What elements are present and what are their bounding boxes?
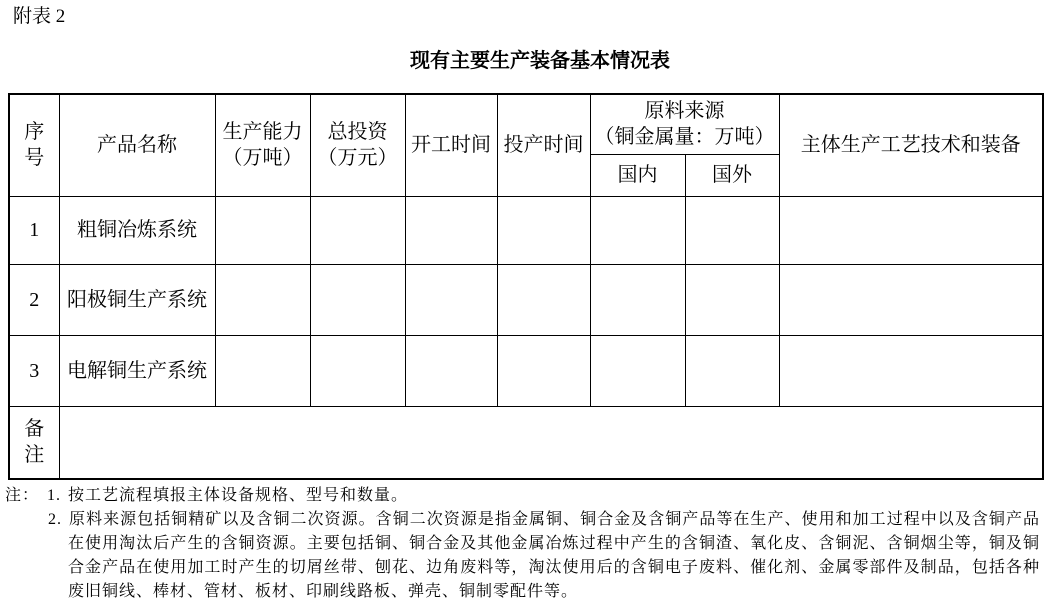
cell-start-time (405, 264, 497, 335)
cell-tech (779, 335, 1043, 406)
note-item (5, 484, 1040, 508)
cell-tech (779, 264, 1043, 335)
cell-capacity (215, 335, 310, 406)
col-header-tech: 主体生产工艺技术和装备 (779, 94, 1043, 196)
equipment-table (8, 93, 1044, 480)
col-header-investment-line2: （万元） (317, 147, 398, 170)
cell-investment (310, 196, 405, 264)
col-header-material-source-line1: 原料来源 (644, 100, 725, 123)
col-header-investment (310, 94, 405, 196)
annex-label: 附表 2 (13, 6, 66, 27)
col-header-material-source (590, 94, 779, 154)
cell-seq: 3 (9, 335, 59, 406)
cell-seq: 1 (9, 196, 59, 264)
cell-investment (310, 335, 405, 406)
cell-production-time (497, 335, 590, 406)
col-header-product: 产品名称 (59, 94, 215, 196)
table-row (9, 196, 1043, 264)
col-header-material-source-line2: （铜金属量：万吨） (594, 126, 775, 149)
col-header-domestic: 国内 (590, 154, 685, 196)
cell-foreign (685, 335, 779, 406)
cell-start-time (405, 335, 497, 406)
col-header-start-time: 开工时间 (405, 94, 497, 196)
notes (0, 484, 1050, 604)
col-header-investment-line1: 总投资 (327, 121, 388, 144)
table-row (9, 335, 1043, 406)
cell-capacity (215, 264, 310, 335)
cell-domestic (590, 335, 685, 406)
cell-production-time (497, 196, 590, 264)
remark-value-cell (59, 406, 1043, 479)
cell-tech (779, 196, 1043, 264)
note-number: 1. (47, 487, 62, 504)
col-header-capacity-line2: （万吨） (222, 147, 303, 170)
cell-domestic (590, 264, 685, 335)
cell-production-time (497, 264, 590, 335)
cell-start-time (405, 196, 497, 264)
cell-foreign (685, 264, 779, 335)
col-header-production-time: 投产时间 (497, 94, 590, 196)
cell-product: 电解铜生产系统 (59, 335, 215, 406)
remark-label: 备注 (24, 418, 45, 467)
table-row (9, 264, 1043, 335)
page-title: 现有主要生产装备基本情况表 (410, 50, 670, 72)
cell-domestic (590, 196, 685, 264)
cell-capacity (215, 196, 310, 264)
col-header-seq (9, 94, 59, 196)
col-header-foreign: 国外 (685, 154, 779, 196)
header-row-1 (9, 94, 1043, 154)
cell-investment (310, 264, 405, 335)
col-header-capacity-line1: 生产能力 (222, 121, 303, 144)
remark-label-cell (9, 406, 59, 479)
notes-prefix: 注： (5, 487, 40, 504)
cell-foreign (685, 196, 779, 264)
note-text: 原料来源包括铜精矿以及含铜二次资源。含铜二次资源是指金属铜、铜合金及含铜产品等在生产、使用和加工过程中以及含铜产品在使用淘汰后产生的含铜资源。主要包括铜、铜合金及其他金属冶炼过程中产生的含铜渣、氧化皮、含铜泥、含铜烟尘等，铜及铜合金产品在使用加工时产生的切屑丝带、刨花、边角废料等，淘汰使用后的含铜电子废料、催化剂、金属零部件及制品，包括各种废旧铜线、棒材、管材、板材、印刷线路板、弹壳、铜制零配件等。 (68, 511, 1040, 600)
cell-product: 粗铜冶炼系统 (59, 196, 215, 264)
note-number: 2. (48, 511, 62, 528)
note-text: 按工艺流程填报主体设备规格、型号和数量。 (68, 487, 409, 504)
cell-seq: 2 (9, 264, 59, 335)
remark-row (9, 406, 1043, 479)
col-header-capacity (215, 94, 310, 196)
note-item (48, 508, 1040, 604)
col-header-seq-label: 序号 (24, 121, 45, 170)
cell-product: 阳极铜生产系统 (59, 264, 215, 335)
